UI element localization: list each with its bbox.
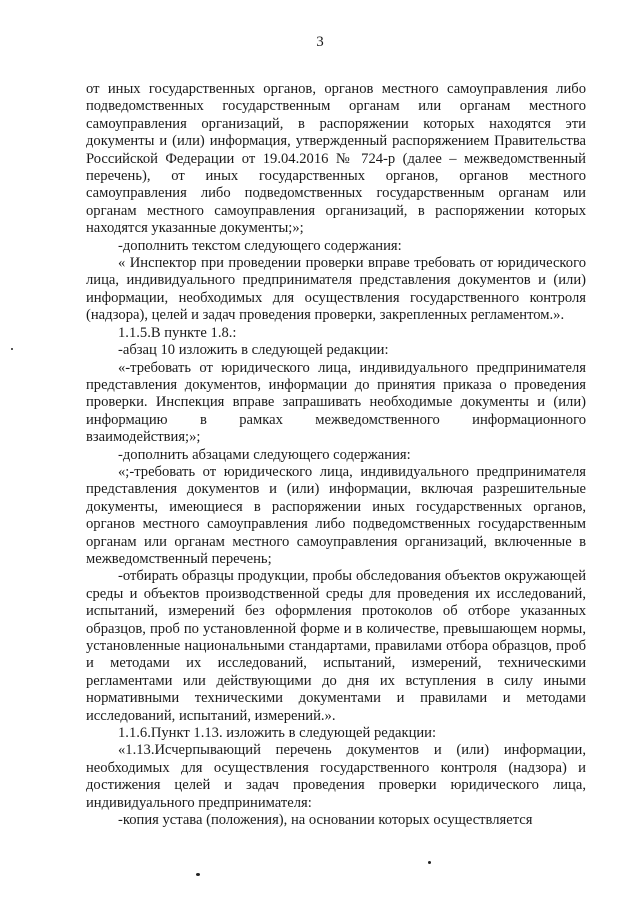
scan-speck: [11, 348, 13, 350]
paragraph: «-требовать от юридического лица, индивидуального предпринимателя представления документов, информации до принятия приказа о проведения проверки. Инспекция вправе запрашивать необходимые документы и (или) информацию в рамках межведомственного информационного взаимодействия;»;: [86, 359, 586, 446]
scan-speck: [196, 873, 200, 876]
scan-speck: [428, 861, 431, 864]
page-number: 3: [316, 34, 324, 50]
paragraph: «1.13.Исчерпывающий перечень документов и (или) информации, необходимых для осуществления государственного контроля (надзора) и достижения целей и задач проведения проверки юридического лица, индивидуального предпринимателя:: [86, 742, 586, 811]
paragraph: -абзац 10 изложить в следующей редакции:: [118, 342, 389, 359]
paragraph: «;-требовать от юридического лица, индивидуального предпринимателя представления документов и (или) информации, включая разрешительные документы, имеющиеся в распоряжении иных государственных органов, органов местного самоуправления либо подведомственных государственным органам или органам местного самоуправления организаций, включенные в межведомственный перечень;: [86, 463, 586, 567]
paragraph: -копия устава (положения), на основании которых осуществляется: [118, 812, 533, 829]
paragraph: -отбирать образцы продукции, пробы обследования объектов окружающей среды и объектов производственной среды для проведения их исследований, испытаний, измерений без оформления протоколов об отборе указанных образцов, проб по установленной форме и в количестве, превышающем нормы, установленные национальными стандартами, правилами отбора образцов, проб и методами их исследований, испытаний, измерений, техническими регламентами или действующими до дня их вступления в силу иными нормативными техническими документами и правилами и методами исследований, испытаний, измерений.».: [86, 568, 586, 724]
paragraph: -дополнить текстом следующего содержания:: [118, 237, 402, 254]
paragraph: 1.1.6.Пункт 1.13. изложить в следующей редакции:: [118, 725, 437, 742]
paragraph: « Инспектор при проведении проверки вправе требовать от юридического лица, индивидуального предпринимателя представления документов и (или) информации, необходимых для осуществления государственного контроля (надзора), целей и задач проведения проверки, закрепленных регламентом.».: [86, 255, 586, 324]
paragraph: -дополнить абзацами следующего содержания:: [118, 446, 411, 463]
paragraph: 1.1.5.В пункте 1.8.:: [118, 324, 237, 341]
paragraph: от иных государственных органов, органов местного самоуправления либо подведомственных государственным органам или органам местного самоуправления организаций, в распоряжении которых находятся эти документы и (или) информация, утвержденный распоряжением Правительства Российской Федерации от 19.04.2016 № 724-р (далее – межведомственный перечень), от иных государственных органов, органов местного самоуправления либо подведомственных государственным органам или органам местного самоуправления организаций, в распоряжении которых находятся указанные документы;»;: [86, 81, 586, 237]
document-body: [86, 81, 586, 829]
